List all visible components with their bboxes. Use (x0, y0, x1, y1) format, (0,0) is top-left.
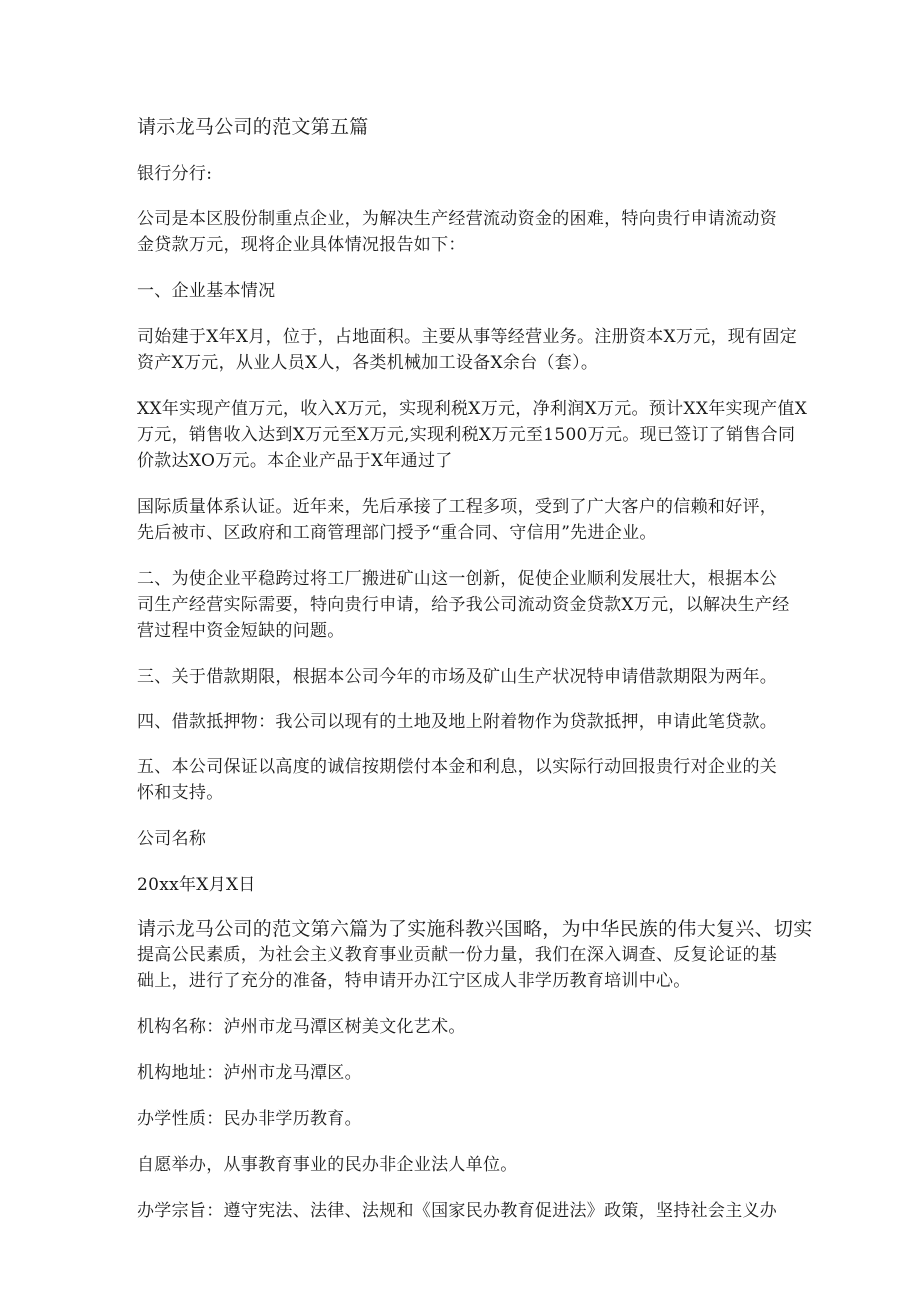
salutation: 银行分行: (137, 164, 213, 184)
date: 20xx年X月X日 (137, 875, 256, 895)
paragraph-line: 二、为使企业平稳跨过将工厂搬进矿山这一创新，促使企业顺利发展壮大，根据本公 (137, 569, 778, 589)
paragraph-line: 三、关于借款期限，根据本公司今年的市场及矿山生产状况特申请借款期限为两年。 (137, 667, 778, 687)
paragraph-line: 五、本公司保证以高度的诚信按期偿付本金和利息，以实际行动回报贵行对企业的关 (137, 757, 778, 777)
paragraph-line: 司生产经营实际需要，特向贵行申请，给予我公司流动资金贷款X万元，以解决生产经 (137, 595, 790, 615)
section-heading: 一、企业基本情况 (137, 281, 276, 301)
institution-name: 机构名称：泸州市龙马潭区树美文化艺术。 (137, 1017, 466, 1037)
paragraph-line: 资产X万元，从业人员X人，各类机械加工设备X余台（套）。 (137, 353, 599, 373)
paragraph-line: 怀和支持。 (137, 783, 224, 803)
paragraph-line: 请示龙马公司的范文第六篇为了实施科教兴国略，为中华民族的伟大复兴、切实 (137, 918, 813, 940)
section-title-5: 请示龙马公司的范文第五篇 (137, 116, 369, 138)
paragraph-line: 公司是本区股份制重点企业，为解决生产经营流动资金的困难，特向贵行申请流动资 (137, 209, 778, 229)
paragraph-line: 础上，进行了充分的准备，特申请开办江宁区成人非学历教育培训中心。 (137, 971, 691, 991)
school-nature: 办学性质：民办非学历教育。 (137, 1109, 362, 1129)
company-name: 公司名称 (137, 829, 207, 849)
paragraph-line: 先后被市、区政府和工商管理部门授予“重合同、守信用”先进企业。 (137, 523, 657, 543)
paragraph-line: 国际质量体系认证。近年来，先后承接了工程多项，受到了广大客户的信赖和好评， (137, 497, 778, 517)
paragraph-line: 万元，销售收入达到X万元至X万元,实现利税X万元至1500万元。现已签订了销售合同 (137, 425, 796, 445)
paragraph-line: 金贷款万元，现将企业具体情况报告如下： (137, 235, 466, 255)
paragraph-line: XX年实现产值万元，收入X万元，实现利税X万元，净利润X万元。预计XX年实现产值X (137, 399, 808, 419)
paragraph-line: 四、借款抵押物：我公司以现有的土地及地上附着物作为贷款抵押，申请此笔贷款。 (137, 712, 778, 732)
paragraph-line: 提高公民素质，为社会主义教育事业贡献一份力量，我们在深入调查、反复论证的基 (137, 945, 778, 965)
paragraph-line: 营过程中资金短缺的问题。 (137, 621, 345, 641)
school-purpose: 办学宗旨：遵守宪法、法律、法规和《国家民办教育促进法》政策，坚持社会主义办 (137, 1201, 778, 1221)
paragraph-line: 价款达XO万元。本企业产品于X年通过了 (137, 451, 453, 471)
voluntary-statement: 自愿举办，从事教育事业的民办非企业法人单位。 (137, 1155, 518, 1175)
paragraph-line: 司始建于X年X月，位于，占地面积。主要从事等经营业务。注册资本X万元，现有固定 (137, 327, 798, 347)
institution-address: 机构地址：泸州市龙马潭区。 (137, 1063, 362, 1083)
